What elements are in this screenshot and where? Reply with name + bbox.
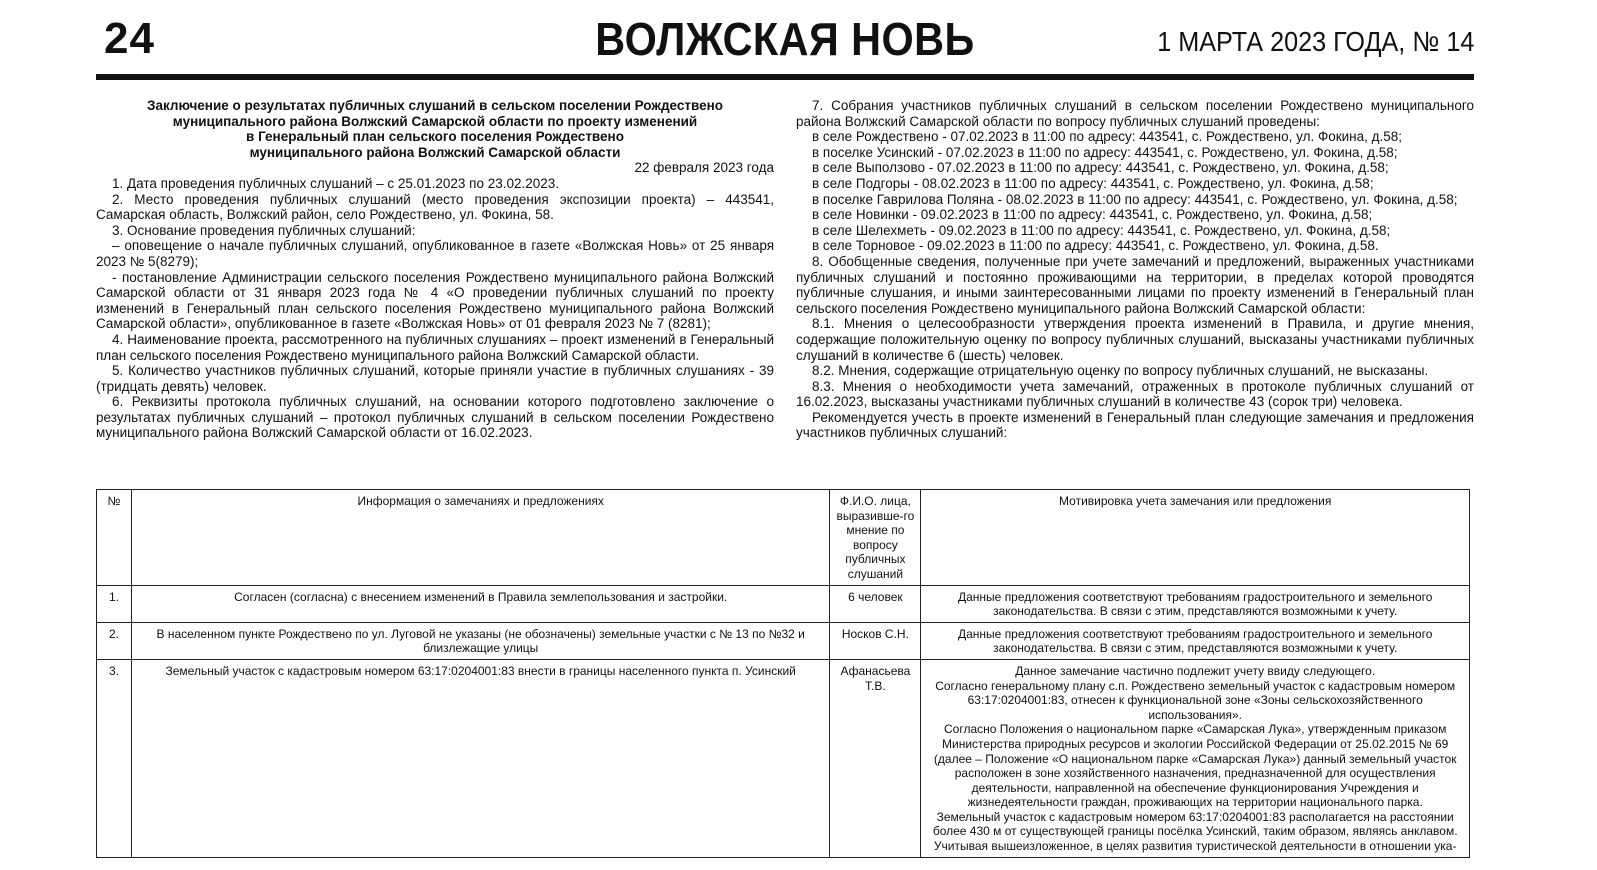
header-fio: Ф.И.О. лица, выразивше-го мнение по вопросу публичных слушаний (830, 490, 921, 586)
paragraph: 8. Обобщенные сведения, полученные при учете замечаний и предложений, выраженных участниками публичных слушаний и постоянно проживающими на территории, в пределах которой проводятся публичные слушания, и иными заинтересованными лицами по проекту изменений в Генеральный план сельского поселения Рождествено муниципального района Волжский Самарской области: (796, 253, 1474, 316)
cell-motivation (921, 585, 1470, 622)
cell-motivation (921, 622, 1470, 659)
paragraph: 5. Количество участников публичных слушаний, которые приняли участие в публичных слушаниях - 39 (тридцать девять) человек. (96, 363, 774, 394)
table-row (97, 585, 1470, 622)
paragraph: 7. Собрания участников публичных слушаний в сельском поселении Рождествено муниципального района Волжский Самарской области по вопросу публичных слушаний проведены: (796, 98, 1474, 129)
motivation-text: Согласно Положения о национальном парке «Самарская Лука», утвержденным приказом Министерства природных ресурсов и экологии Российской Федерации от 25.02.2015 № 69 (далее – Положение «О национальном парке «Самарская Лука») данный земельный участок расположен в зоне хозяйственного назначения, предназначенной для осуществления деятельности, направленной на обеспечение функционирования Учреждения и жизнедеятельности граждан, проживающих на территории национального парка. (933, 722, 1457, 810)
conclusion-date: 22 февраля 2023 года (634, 160, 774, 176)
cell-info: Земельный участок с кадастровым номером 63:17:0204001:83 внести в границы населенного пункта п. Усинский (131, 659, 829, 857)
meeting-item: в селе Выползово - 07.02.2023 в 11:00 по адресу: 443541, с. Рождествено, ул. Фокина, д.58; (812, 160, 1389, 176)
heading-line: муниципального района Волжский Самарской области (249, 144, 621, 160)
paragraph: 8.1. Мнения о целесообразности утверждения проекта изменений в Правила, и другие мнения, содержащие положительную оценку по вопросу публичных слушаний, высказаны участниками публичных слушаний в количестве 6 (шесть) человек. (796, 316, 1474, 363)
header-info: Информация о замечаниях и предложениях (131, 490, 829, 586)
motivation-text: Данные предложения соответствуют требованиям градостроительного и земельного законодательства. В связи с этим, представляются возможными к учету. (958, 589, 1433, 619)
heading-line: Заключение о результатах публичных слушаний в сельском поселении Рождествено (146, 98, 723, 113)
left-column (96, 98, 774, 441)
meeting-item: в селе Рождествено - 07.02.2023 в 11:00 по адресу: 443541, с. Рождествено, ул. Фокина, д.58; (812, 129, 1403, 145)
cell-no: 2. (97, 622, 132, 659)
meeting-item: в селе Новинки - 09.02.2023 в 11:00 по адресу: 443541, с. Рождествено, ул. Фокина, д.58; (812, 207, 1373, 223)
cell-no: 1. (97, 585, 132, 622)
remarks-table (96, 489, 1470, 858)
header-motivation: Мотивировка учета замечания или предложения (921, 490, 1470, 586)
paragraph: – оповещение о начале публичных слушаний, опубликованное в газете «Волжская Новь» от 25 января 2023 № 5(8279); (96, 238, 774, 269)
meeting-item: в поселке Гаврилова Поляна - 08.02.2023 в 11:00 по адресу: 443541, с. Рождествено, ул. Фокина, д.58; (812, 191, 1458, 207)
right-column (796, 98, 1474, 441)
paragraph: Рекомендуется учесть в проекте изменений в Генеральный план следующие замечания и предложения участников публичных слушаний: (796, 409, 1474, 441)
header-no: № (97, 490, 132, 586)
cell-info: Согласен (согласна) с внесением изменений в Правила землепользования и застройки. (131, 585, 829, 622)
paragraph: 2. Место проведения публичных слушаний (место проведения экспозиции проекта) – 443541, Самарская область, Волжский район, село Рождествено, ул. Фокина, 58. (96, 191, 774, 223)
issue-date: 1 МАРТА 2023 ГОДА, № 14 (1156, 26, 1474, 57)
table-header-row (97, 490, 1470, 586)
cell-motivation (921, 659, 1470, 857)
meeting-item: в селе Подгоры - 08.02.2023 в 11:00 по адресу: 443541, с. Рождествено, ул. Фокина, д.58; (812, 175, 1374, 191)
motivation-text: Согласно генеральному плану с.п. Рождествено земельный участок с кадастровым номером 63:17:0204001:83, отнесен к функциональной зоне «Зоны сельскохозяйственного использования». (935, 678, 1456, 722)
newspaper-title: ВОЛЖСКАЯ НОВЬ (595, 13, 975, 65)
paragraph: 6. Реквизиты протокола публичных слушаний, на основании которого подготовлено заключение о результатах публичных слушаний – протокол публичных слушаний в сельском поселении Рождествено муниципального района Волжский Самарской области от 16.02.2023. (96, 394, 774, 441)
heading-line: в Генеральный план сельского поселения Рождествено (246, 129, 624, 145)
heading-line: муниципального района Волжский Самарской области по проекту изменений (172, 113, 698, 129)
meeting-item: в поселке Усинский - 07.02.2023 в 11:00 по адресу: 443541, с. Рождествено, ул. Фокина, д.58; (812, 144, 1398, 160)
masthead (96, 8, 1474, 74)
cell-no: 3. (97, 659, 132, 857)
paragraph: 8.2. Мнения, содержащие отрицательную оценку по вопросу публичных слушаний, не высказаны. (812, 363, 1429, 379)
paragraph: - постановление Администрации сельского поселения Рождествено муниципального района Волжский Самарской области от 31 января 2023 года № 4 «О проведении публичных слушаний по проекту изменений в Генеральный план сельского поселения Рождествено муниципального района Волжский Самарской области», опубликованное в газете «Волжская Новь» от 01 февраля 2023 № 7 (8281); (96, 269, 774, 332)
paragraph: 8.3. Мнения о необходимости учета замечаний, отраженных в протоколе публичных слушаний от 16.02.2023, высказаны участниками публичных слушаний в количестве 43 (сорок три) человека. (796, 378, 1474, 410)
table-row (97, 659, 1470, 857)
masthead-rule (96, 74, 1474, 80)
paragraph: 4. Наименование проекта, рассмотренного на публичных слушаниях – проект изменений в Генеральный план сельского поселения Рождествено муниципального района Волжский Самарской области. (96, 331, 774, 363)
meeting-item: в селе Шелехметь - 09.02.2023 в 11:00 по адресу: 443541, с. Рождествено, ул. Фокина, д.58; (812, 222, 1391, 238)
cell-fio: Носков С.Н. (830, 622, 921, 659)
table-row (97, 622, 1470, 659)
meeting-item: в селе Торновое - 09.02.2023 в 11:00 по адресу: 443541, с. Рождествено, ул. Фокина, д.58. (812, 238, 1379, 254)
cell-fio: Афанасьева Т.В. (830, 659, 921, 857)
paragraph: 3. Основание проведения публичных слушаний: (112, 222, 416, 238)
motivation-text: Данное замечание частично подлежит учету ввиду следующего. (1015, 663, 1376, 678)
motivation-text: Данные предложения соответствуют требованиям градостроительного и земельного законодательства. В связи с этим, представляются возможными к учету. (958, 626, 1433, 656)
page-number: 24 (104, 14, 155, 63)
cell-info: В населенном пункте Рождествено по ул. Луговой не указаны (не обозначены) земельные участки с № 13 по №32 и близлежащие улицы (131, 622, 829, 659)
motivation-text: Земельный участок с кадастровым номером 63:17:0204001:83 располагается на расстоянии более 430 м от существующей границы посёлка Усинский, таким образом, являясь анклавом. (932, 809, 1458, 839)
cell-fio: 6 человек (830, 585, 921, 622)
motivation-text: Учитывая вышеизложенное, в целях развития туристической деятельности в отношении ука- (933, 839, 1457, 854)
paragraph: 1. Дата проведения публичных слушаний – с 25.01.2023 по 23.02.2023. (112, 175, 560, 191)
conclusion-heading (96, 98, 774, 160)
